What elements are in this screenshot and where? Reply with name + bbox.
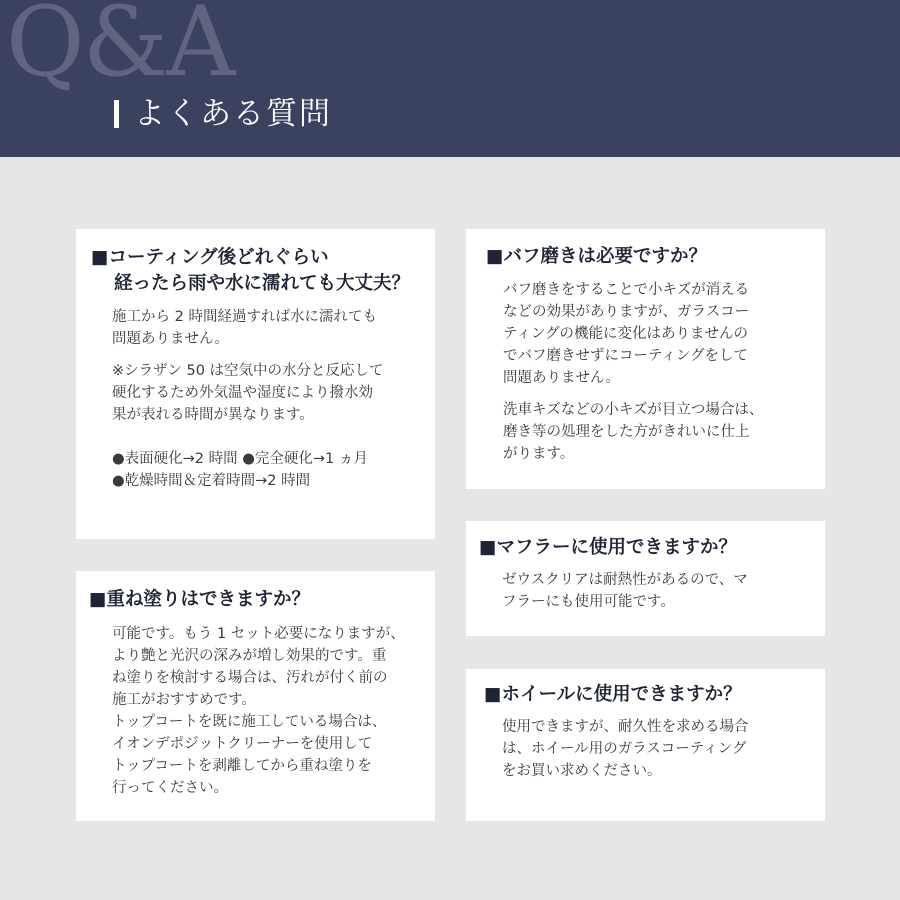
qa-question-title: ■マフラーに使用できますか？: [479, 537, 737, 558]
qa-question-title: ■重ね塗りはできますか？: [89, 589, 310, 610]
qa-card-muffler: [466, 521, 825, 636]
qa-question-title: [91, 245, 410, 297]
answer-paragraph: 可能です。もう 1 セット必要になりますが、 より艶と光沢の深みが増し効果的です。重 ね塗りを検討する場合は、汚れが付く前の 施工がおすすめです。 トップコートを既に施工している場合は、 イオンデポジットクリーナーを使用して トップコートを剥離してから重ね塗りを 行ってください。: [112, 626, 405, 796]
qa-answer: [503, 279, 813, 465]
answer-note: ※シラザン 50 は空気中の水分と反応して 硬化するため外気温や湿度により撥水効 果が表れる時間が異なります。: [112, 363, 384, 423]
title-accent-bar: [114, 100, 119, 128]
answer-paragraph: 施工から 2 時間経過すれば水に濡れても 問題ありません。: [112, 309, 377, 347]
question-title-line2: 経ったら雨や水に濡れても大丈夫？: [114, 273, 411, 294]
qa-watermark-text: Q&A: [6, 0, 234, 98]
answer-paragraph: バフ磨きをすることで小キズが消える などの効果がありますが、ガラスコー ティングの機能に変化はありませんの でバフ磨きせずにコーティングをして 問題ありません。: [503, 282, 750, 386]
page-title: よくある質問: [134, 96, 332, 132]
qa-question-title: ■ホイールに使用できますか？: [484, 684, 742, 705]
qa-card-coating-wait-time: [76, 229, 435, 539]
answer-timing-list: ●表面硬化→2 時間 ●完全硬化→1 ヵ月 ●乾燥時間＆定着時間→2 時間: [112, 451, 368, 489]
qa-answer: [112, 623, 422, 799]
qa-answer: [502, 716, 812, 782]
qa-card-wheel: [466, 669, 825, 821]
qa-card-recoating: [76, 571, 435, 821]
header-banner: [0, 0, 900, 157]
qa-answer: [112, 306, 422, 492]
question-title-line1: ■コーティング後どれぐらい: [91, 247, 329, 268]
answer-paragraph: 洗車キズなどの小キズが目立つ場合は、 磨き等の処理をした方がきれいに仕上 がります。: [503, 402, 764, 462]
answer-paragraph: 使用できますが、耐久性を求める場合 は、ホイール用のガラスコーティング をお買い求めください。: [502, 719, 749, 779]
qa-answer: [502, 569, 812, 613]
qa-question-title: ■バフ磨きは必要ですか？: [486, 246, 707, 267]
answer-paragraph: ゼウスクリアは耐熱性があるので、マ フラーにも使用可能です。: [502, 572, 748, 610]
qa-card-buffing: [466, 229, 825, 489]
